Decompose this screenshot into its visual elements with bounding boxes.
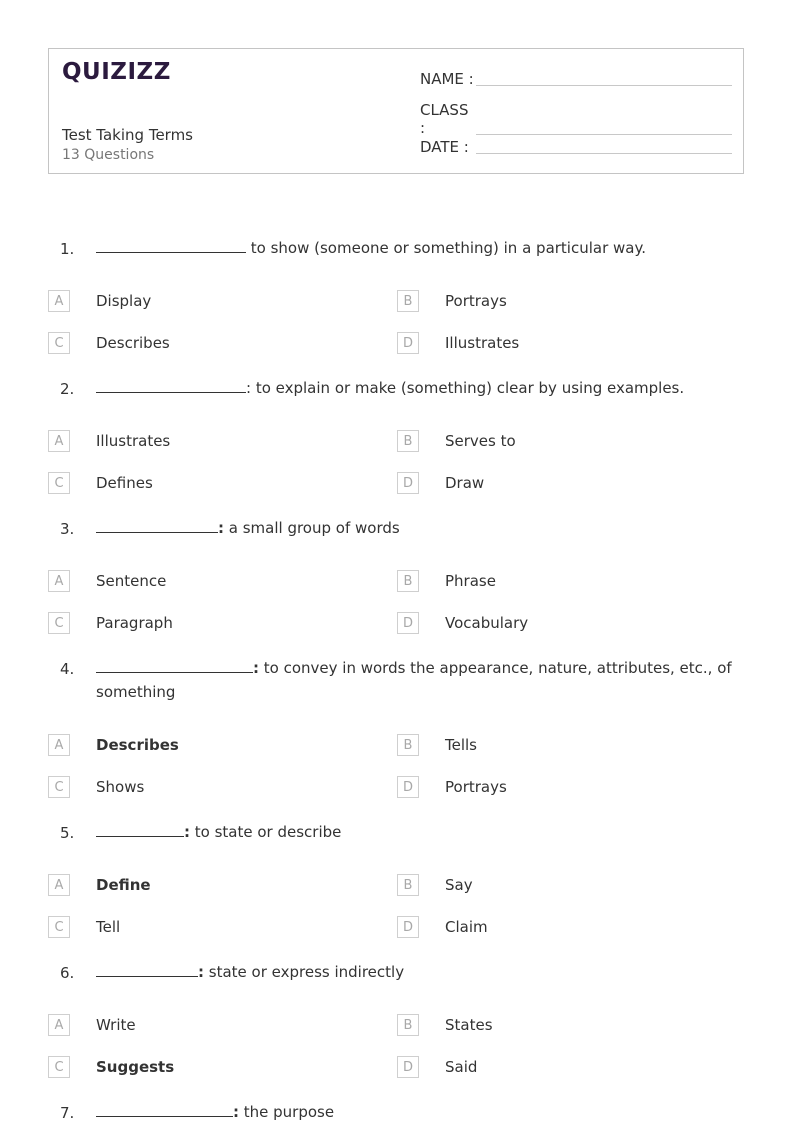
option-letter-box[interactable]: B bbox=[397, 874, 419, 896]
option-letter-box[interactable]: D bbox=[397, 916, 419, 938]
question-number: 6. bbox=[60, 964, 75, 982]
option-text: Serves to bbox=[445, 432, 516, 450]
option-text: Defines bbox=[96, 474, 153, 492]
question-prompt: the purpose bbox=[239, 1103, 335, 1121]
option-text: Suggests bbox=[96, 1058, 175, 1076]
worksheet-header bbox=[48, 48, 744, 174]
option-d[interactable] bbox=[397, 331, 520, 355]
question-text bbox=[96, 1100, 736, 1124]
option-text: Write bbox=[96, 1016, 136, 1034]
option-letter-box[interactable]: C bbox=[48, 776, 70, 798]
option-d[interactable] bbox=[397, 775, 507, 799]
option-letter-box[interactable]: C bbox=[48, 916, 70, 938]
option-text: Portrays bbox=[445, 292, 507, 310]
option-text: Illustrates bbox=[445, 334, 520, 352]
option-letter-box[interactable]: A bbox=[48, 734, 70, 756]
question-colon: : bbox=[253, 659, 259, 677]
option-text: Tells bbox=[445, 736, 477, 754]
answer-blank[interactable] bbox=[96, 518, 218, 533]
question-colon: : bbox=[184, 823, 190, 841]
option-letter-box[interactable]: A bbox=[48, 290, 70, 312]
option-b[interactable] bbox=[397, 1013, 493, 1037]
question-text bbox=[96, 960, 736, 984]
option-text: Describes bbox=[96, 334, 170, 352]
option-text: Said bbox=[445, 1058, 478, 1076]
option-text: Claim bbox=[445, 918, 488, 936]
option-letter-box[interactable]: D bbox=[397, 1056, 419, 1078]
question-number: 7. bbox=[60, 1104, 75, 1122]
option-text: Define bbox=[96, 876, 151, 894]
option-letter-box[interactable]: B bbox=[397, 430, 419, 452]
option-a[interactable] bbox=[48, 289, 152, 313]
question-number: 1. bbox=[60, 240, 75, 258]
option-text: Shows bbox=[96, 778, 145, 796]
option-letter-box[interactable]: D bbox=[397, 332, 419, 354]
question-count: 13 Questions bbox=[62, 147, 155, 163]
option-a[interactable] bbox=[48, 873, 151, 897]
option-letter-box[interactable]: A bbox=[48, 1014, 70, 1036]
question-text bbox=[96, 516, 736, 540]
option-letter-box[interactable]: C bbox=[48, 612, 70, 634]
answer-blank[interactable] bbox=[96, 962, 198, 977]
worksheet-title: Test Taking Terms bbox=[62, 126, 194, 144]
question-number: 2. bbox=[60, 380, 75, 398]
option-text: Paragraph bbox=[96, 614, 173, 632]
question-text bbox=[96, 236, 736, 260]
option-letter-box[interactable]: C bbox=[48, 332, 70, 354]
option-letter-box[interactable]: A bbox=[48, 874, 70, 896]
option-letter-box[interactable]: D bbox=[397, 612, 419, 634]
question-text bbox=[96, 820, 736, 844]
option-letter-box[interactable]: D bbox=[397, 472, 419, 494]
question-colon: : bbox=[233, 1103, 239, 1121]
option-text: Illustrates bbox=[96, 432, 171, 450]
class-label: CLASS : bbox=[420, 101, 469, 137]
option-b[interactable] bbox=[397, 429, 516, 453]
answer-blank[interactable] bbox=[96, 822, 184, 837]
option-letter-box[interactable]: D bbox=[397, 776, 419, 798]
option-d[interactable] bbox=[397, 915, 488, 939]
date-field bbox=[420, 135, 732, 156]
option-letter-box[interactable]: B bbox=[397, 290, 419, 312]
answer-blank[interactable] bbox=[96, 1102, 233, 1117]
option-text: Display bbox=[96, 292, 152, 310]
option-a[interactable] bbox=[48, 569, 167, 593]
option-letter-box[interactable]: B bbox=[397, 734, 419, 756]
question-number: 3. bbox=[60, 520, 75, 538]
question-prompt: state or express indirectly bbox=[204, 963, 405, 981]
option-b[interactable] bbox=[397, 733, 477, 757]
option-b[interactable] bbox=[397, 569, 496, 593]
answer-blank[interactable] bbox=[96, 658, 253, 673]
option-letter-box[interactable]: B bbox=[397, 1014, 419, 1036]
logo-text: QUIZIZZ bbox=[62, 59, 171, 85]
answer-blank[interactable] bbox=[96, 238, 246, 253]
option-a[interactable] bbox=[48, 733, 179, 757]
date-line[interactable] bbox=[476, 135, 732, 154]
option-text: Portrays bbox=[445, 778, 507, 796]
question-prompt: to convey in words the appearance, nature, attributes, etc., of something bbox=[96, 659, 732, 701]
option-text: Say bbox=[445, 876, 473, 894]
answer-blank[interactable] bbox=[96, 378, 246, 393]
name-label: NAME : bbox=[420, 70, 474, 88]
option-text: Describes bbox=[96, 736, 179, 754]
question-colon: : bbox=[218, 519, 224, 537]
option-b[interactable] bbox=[397, 289, 507, 313]
option-c[interactable] bbox=[48, 471, 153, 495]
option-text: Tell bbox=[96, 918, 121, 936]
option-a[interactable] bbox=[48, 1013, 136, 1037]
question-prompt: to show (someone or something) in a particular way. bbox=[246, 239, 646, 257]
question-prompt: : to explain or make (something) clear by using examples. bbox=[246, 379, 685, 397]
option-b[interactable] bbox=[397, 873, 473, 897]
option-text: Vocabulary bbox=[445, 614, 529, 632]
question-colon: : bbox=[198, 963, 204, 981]
name-field bbox=[420, 67, 732, 88]
option-d[interactable] bbox=[397, 471, 485, 495]
option-text: Draw bbox=[445, 474, 485, 492]
option-d[interactable] bbox=[397, 611, 529, 635]
option-letter-box[interactable]: A bbox=[48, 430, 70, 452]
question-prompt: to state or describe bbox=[190, 823, 342, 841]
option-letter-box[interactable]: B bbox=[397, 570, 419, 592]
question-prompt: a small group of words bbox=[224, 519, 400, 537]
option-letter-box[interactable]: C bbox=[48, 1056, 70, 1078]
class-field bbox=[420, 101, 732, 137]
option-c[interactable] bbox=[48, 915, 121, 939]
option-c[interactable] bbox=[48, 331, 170, 355]
quizizz-logo bbox=[62, 59, 171, 89]
option-letter-box[interactable]: C bbox=[48, 472, 70, 494]
question-text bbox=[96, 376, 736, 400]
question-number: 4. bbox=[60, 660, 75, 678]
option-c[interactable] bbox=[48, 1055, 175, 1079]
option-c[interactable] bbox=[48, 775, 145, 799]
class-line[interactable] bbox=[476, 116, 732, 135]
question-number: 5. bbox=[60, 824, 75, 842]
option-text: Phrase bbox=[445, 572, 496, 590]
option-a[interactable] bbox=[48, 429, 171, 453]
option-text: States bbox=[445, 1016, 493, 1034]
option-text: Sentence bbox=[96, 572, 167, 590]
date-label: DATE : bbox=[420, 138, 469, 156]
question-text bbox=[96, 656, 736, 704]
option-letter-box[interactable]: A bbox=[48, 570, 70, 592]
name-line[interactable] bbox=[476, 67, 732, 86]
option-c[interactable] bbox=[48, 611, 173, 635]
option-d[interactable] bbox=[397, 1055, 478, 1079]
